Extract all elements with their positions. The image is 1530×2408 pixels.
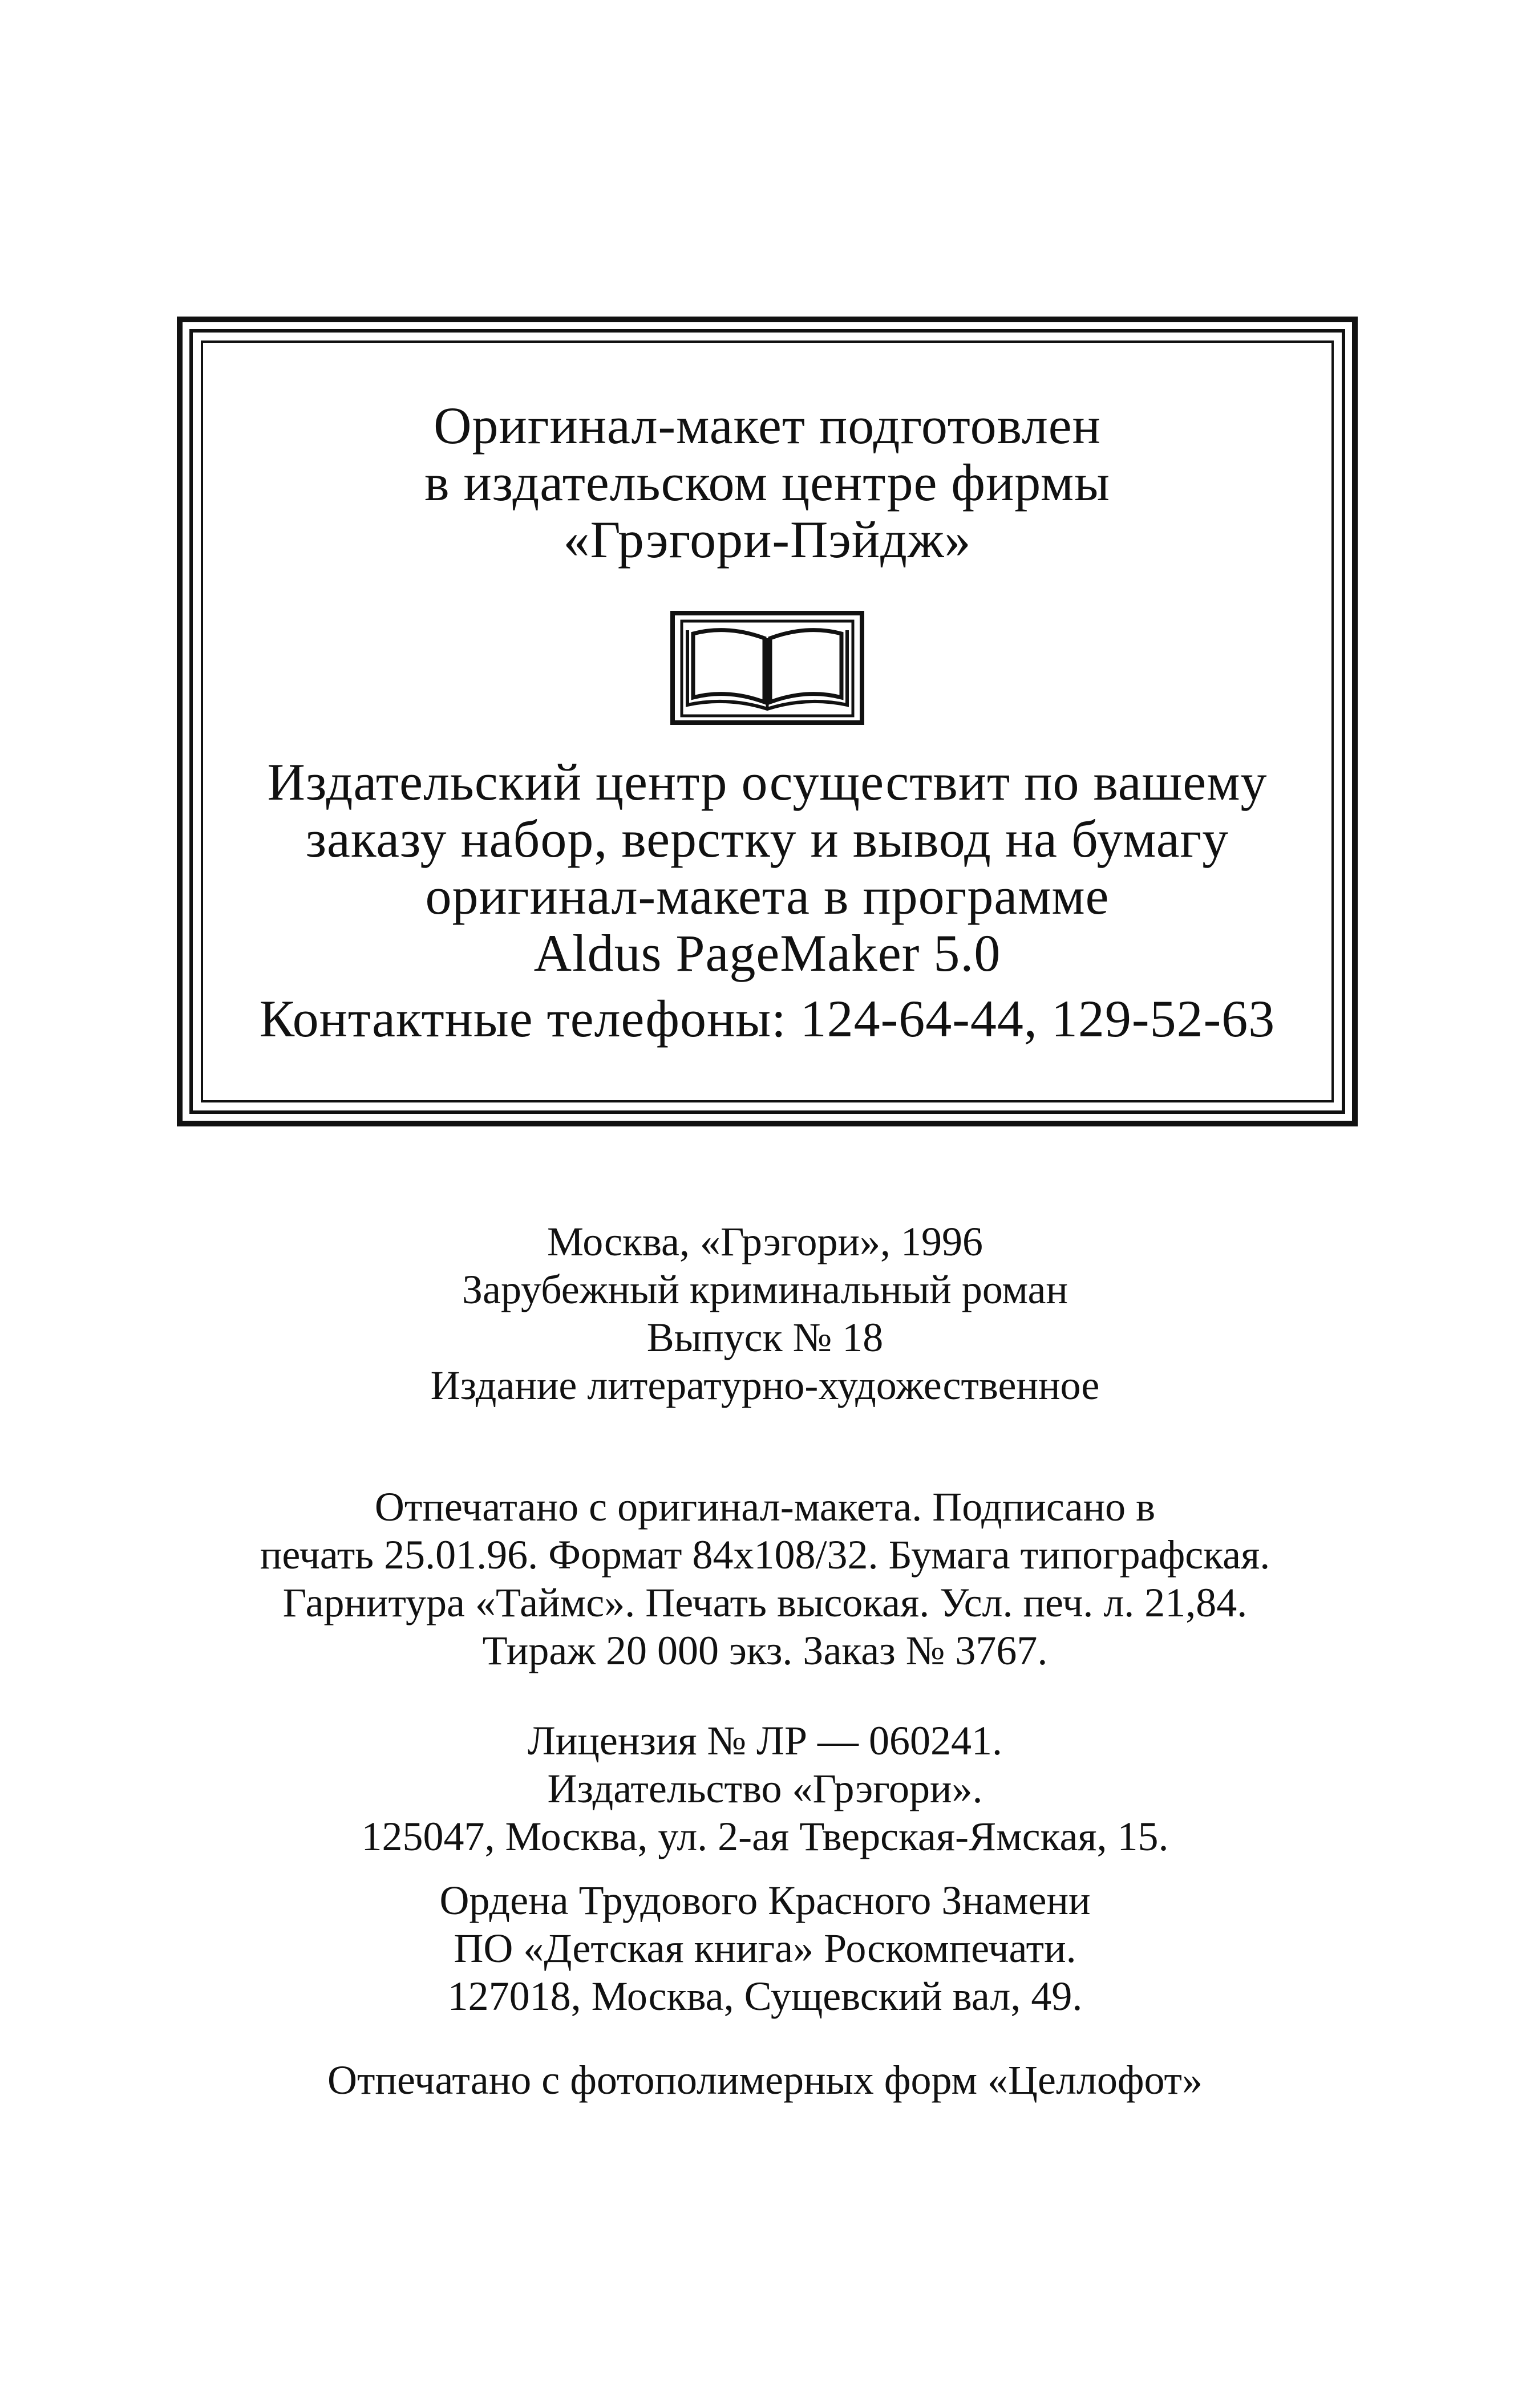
license-info-line-2: Издательство «Грэгори». (547, 1766, 983, 1811)
open-book-icon (203, 611, 1331, 728)
publisher-ad-content (203, 343, 1331, 1100)
printer-info-line-3: 127018, Москва, Сущевский вал, 49. (447, 1973, 1083, 2019)
service-offer-line-4: Aldus PageMaker 5.0 (533, 924, 1001, 982)
license-info-line-1: Лицензия № ЛР — 060241. (527, 1718, 1003, 1764)
publication-info-line-3: Выпуск № 18 (646, 1315, 884, 1360)
publisher-ad-frame (177, 317, 1358, 1126)
service-offer (203, 753, 1331, 982)
print-details (0, 1483, 1530, 1675)
frame-middle-border (189, 329, 1345, 1114)
print-details-line-1: Отпечатано с оригинал-макета. Подписано в (374, 1484, 1156, 1530)
forms-note-line: Отпечатано с фотополимерных форм «Целлофот» (327, 2057, 1203, 2103)
printer-info-line-1: Ордена Трудового Красного Знамени (439, 1878, 1091, 1923)
print-details-line-4: Тираж 20 000 экз. Заказ № 3767. (482, 1628, 1048, 1673)
print-details-line-2: печать 25.01.96. Формат 84x108/32. Бумага типографская. (260, 1532, 1270, 1578)
service-offer-line-3: оригинал-макета в программе (425, 867, 1110, 925)
layout-credit-line-3: «Грэгори-Пэйдж» (563, 510, 972, 569)
service-offer-line-2: заказу набор, верстку и вывод на бумагу (305, 810, 1229, 868)
print-details-line-3: Гарнитура «Таймс». Печать высокая. Усл. печ. л. 21,84. (282, 1580, 1248, 1625)
contact-phones (203, 990, 1331, 1047)
layout-credit (203, 397, 1331, 568)
printer-info-line-2: ПО «Детская книга» Роскомпечати. (454, 1925, 1076, 1971)
layout-credit-line-2: в издательском центре фирмы (424, 453, 1110, 512)
license-info (0, 1717, 1530, 1860)
frame-inner-border (201, 340, 1334, 1102)
printer-info (0, 1876, 1530, 2020)
license-info-line-3: 125047, Москва, ул. 2-ая Тверская-Ямская, 15. (361, 1814, 1169, 1859)
publication-info-line-1: Москва, «Грэгори», 1996 (547, 1219, 983, 1264)
service-offer-line-1: Издательский центр осуществит по вашему (267, 753, 1268, 811)
publication-info-line-4: Издание литературно-художественное (430, 1363, 1100, 1408)
publication-info-line-2: Зарубежный криминальный роман (462, 1267, 1068, 1312)
forms-note (0, 2056, 1530, 2104)
open-book-graphic (670, 611, 864, 725)
contact-phones-line: Контактные телефоны: 124-64-44, 129-52-63 (259, 990, 1276, 1048)
publication-info (0, 1218, 1530, 1409)
layout-credit-line-1: Оригинал-макет подготовлен (434, 396, 1101, 455)
